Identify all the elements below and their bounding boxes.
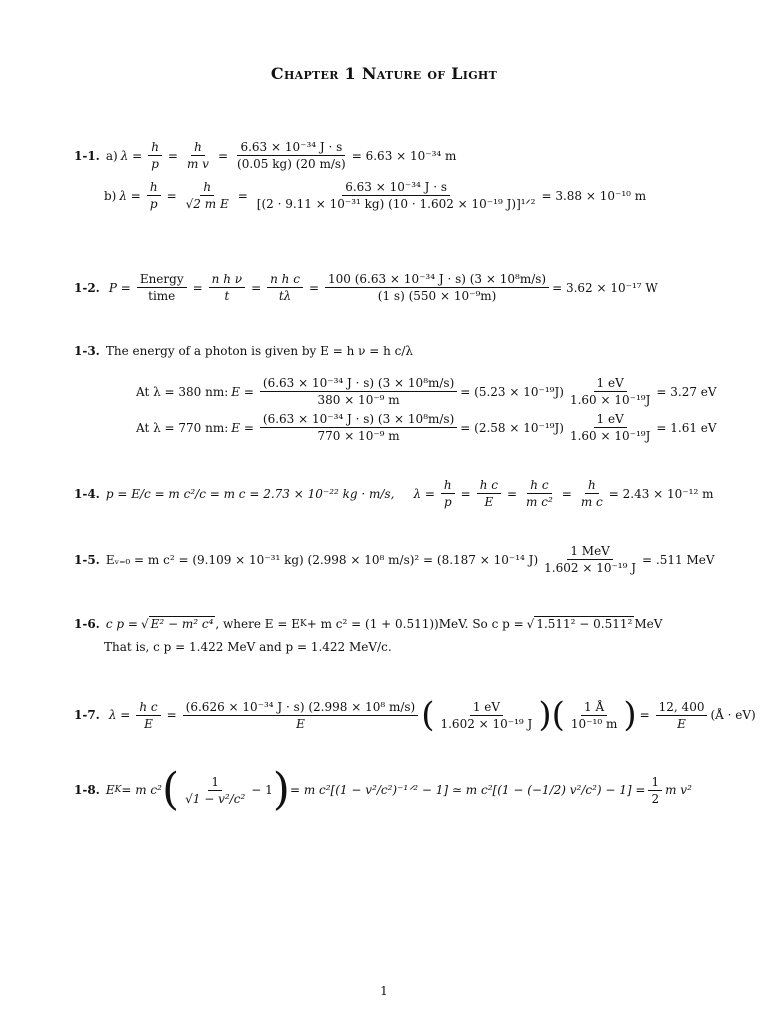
right-paren: ) <box>272 764 290 815</box>
fraction: $\frac{1 eV}{\text{1.602 × 10⁻¹⁹ J}}$ <box>440 699 533 731</box>
fraction: $\frac{h}{p}$ <box>147 180 161 211</box>
fraction: $\frac{\text{6.63 × 10⁻³⁴ J · s}}{(0.05 kg) (20 m/s)}$ <box>237 140 346 171</box>
problem-number: 1-8. <box>74 783 100 797</box>
fraction: $\frac{\text{6.63 × 10⁻³⁴ J · s}}{\text{[(2 · 9.11 × 10⁻³¹ kg) (10 · 1.602 × 10⁻¹⁹ J)]¹ᐟ²}}$ <box>256 180 536 211</box>
result: = 1.61 eV <box>656 420 717 435</box>
expression-part: + m c² = (1 + 0.511))MeV. So c p = <box>306 616 524 631</box>
fraction: $\frac{h}{\text{m v}}$ <box>186 140 209 171</box>
fraction: $\frac{\text{h c}}{E}$ <box>477 478 501 509</box>
left-paren: ( <box>161 764 180 815</box>
problem-number: 1-4. <box>74 486 100 501</box>
fraction: $\frac{\text{h c}}{E}$ <box>136 700 160 731</box>
fraction: $\frac{\text{h c}}{\text{m c²}}$ <box>526 478 553 509</box>
conclusion-text: That is, c p = 1.422 MeV and p = 1.422 MeV/c. <box>104 640 392 654</box>
sqrt-term: E² − m² c⁴ <box>150 617 214 631</box>
fraction: $\frac{h}{p}$ <box>148 140 162 171</box>
fraction: $\frac{\text{n h ν}}{t}$ <box>209 272 245 303</box>
problem-number: 1-3. <box>74 344 100 358</box>
right-paren: ) <box>623 695 637 735</box>
intermediate: = (2.58 × 10⁻¹⁹J) <box>460 420 564 435</box>
problem-number: 1-7. <box>74 708 100 722</box>
fraction: $\frac{1}{2}$ <box>648 775 662 806</box>
lhs: λ = <box>120 148 143 163</box>
result: = 6.63 × 10⁻³⁴ m <box>351 148 457 163</box>
subscript: K <box>300 618 307 629</box>
page-number: 1 <box>380 984 388 998</box>
page-title: Chapter 1 Nature of Light <box>270 64 498 83</box>
problem-number: 1-6. <box>74 616 100 631</box>
rest-energy-expression: Eᵥ₌₀ = m c² = (9.109 × 10⁻³¹ kg) (2.998 × 10⁸ m/s)² = (8.187 × 10⁻¹⁴ J) <box>105 552 539 567</box>
result: (Å · eV) <box>710 708 756 722</box>
fraction: $\frac{h}{\text{√2 m E}}$ <box>185 180 229 211</box>
problem-number: 1-2. <box>74 280 100 295</box>
row-label: At λ = 770 nm: <box>136 420 229 435</box>
left-paren: ( <box>421 695 435 735</box>
problem-number: 1-5. <box>74 552 100 567</box>
expression-part: c p = <box>105 616 138 631</box>
fraction: $\frac{\text{100 (6.63 × 10⁻³⁴ J · s) (3 × 10⁸m/s)}}{\text{(1 s) (550 × 10⁻⁹m)}}$ <box>325 272 549 303</box>
result: = .511 MeV <box>642 552 715 567</box>
fraction: $\frac{\text{n h c}}{t\lambda}$ <box>267 272 303 303</box>
part-label: a) <box>105 148 118 163</box>
intro-text: The energy of a photon is given by E = h ν = h c/λ <box>105 344 414 358</box>
fraction: $\frac{1}{\text{√1 − v²/c²}}$ <box>185 774 246 806</box>
lhs: E = <box>231 384 254 399</box>
fraction: $\frac{1 eV}{\text{1.60 × 10⁻¹⁹J}}$ <box>569 376 651 407</box>
lhs: E = <box>231 420 254 435</box>
fraction: $\frac{h}{p}$ <box>441 478 455 509</box>
fraction: $\frac{1 Å}{\text{10⁻¹⁰ m}}$ <box>570 699 618 731</box>
expression-part: MeV <box>634 616 663 631</box>
lhs: λ = <box>108 708 131 722</box>
sqrt-term: 1.511² − 0.511² <box>536 617 633 631</box>
result: m v² <box>665 783 692 797</box>
right-paren: ) <box>538 695 552 735</box>
minus-one: − 1 <box>251 783 273 797</box>
lhs: E <box>105 783 115 797</box>
result: = 3.88 × 10⁻¹⁰ m <box>541 188 647 203</box>
lhs: λ = <box>413 486 435 501</box>
expression-part: , where E = E <box>215 616 300 631</box>
fraction: $\frac{12, 400}{E}$ <box>656 700 708 731</box>
expansion: = m c²[(1 − v²/c²)⁻¹ᐟ² − 1] ≃ m c²[(1 − (−1/2) v²/c²) − 1] = <box>289 783 646 797</box>
fraction: $\frac{\text{Energy}}{\text{time}}$ <box>137 272 187 303</box>
lhs: P = <box>108 280 131 295</box>
lhs: = m c² <box>121 783 162 797</box>
fraction: $\frac{\text{1 MeV}}{\text{1.602 × 10⁻¹⁹ J}}$ <box>544 544 637 575</box>
result: = 3.62 × 10⁻¹⁷ W <box>552 280 658 295</box>
result: = 2.43 × 10⁻¹² m <box>608 486 714 501</box>
momentum-expression: p = E/c = m c²/c = m c = 2.73 × 10⁻²² kg · m/s, <box>105 486 395 501</box>
left-paren: ( <box>551 695 565 735</box>
row-label: At λ = 380 nm: <box>136 384 229 399</box>
intermediate: = (5.23 × 10⁻¹⁹J) <box>460 384 564 399</box>
result: = 3.27 eV <box>656 384 717 399</box>
fraction: $\frac{\text{(6.626 × 10⁻³⁴ J · s) (2.998 × 10⁸ m/s)}}{E}$ <box>183 700 419 731</box>
subscript: K <box>114 785 122 795</box>
problem-number: 1-1. <box>74 148 100 163</box>
fraction: $\frac{1 eV}{\text{1.60 × 10⁻¹⁹J}}$ <box>569 412 651 443</box>
equals-sign: = <box>639 708 650 722</box>
fraction: $\frac{h}{\text{m c}}$ <box>580 478 603 509</box>
part-label: b) <box>104 188 117 203</box>
fraction: $\frac{\text{(6.63 × 10⁻³⁴ J · s) (3 × 10⁸m/s)}}{\text{770 × 10⁻⁹ m}}$ <box>260 412 457 443</box>
lhs: λ = <box>119 188 141 203</box>
fraction: $\frac{\text{(6.63 × 10⁻³⁴ J · s) (3 × 10⁸m/s)}}{\text{380 × 10⁻⁹ m}}$ <box>260 376 457 407</box>
